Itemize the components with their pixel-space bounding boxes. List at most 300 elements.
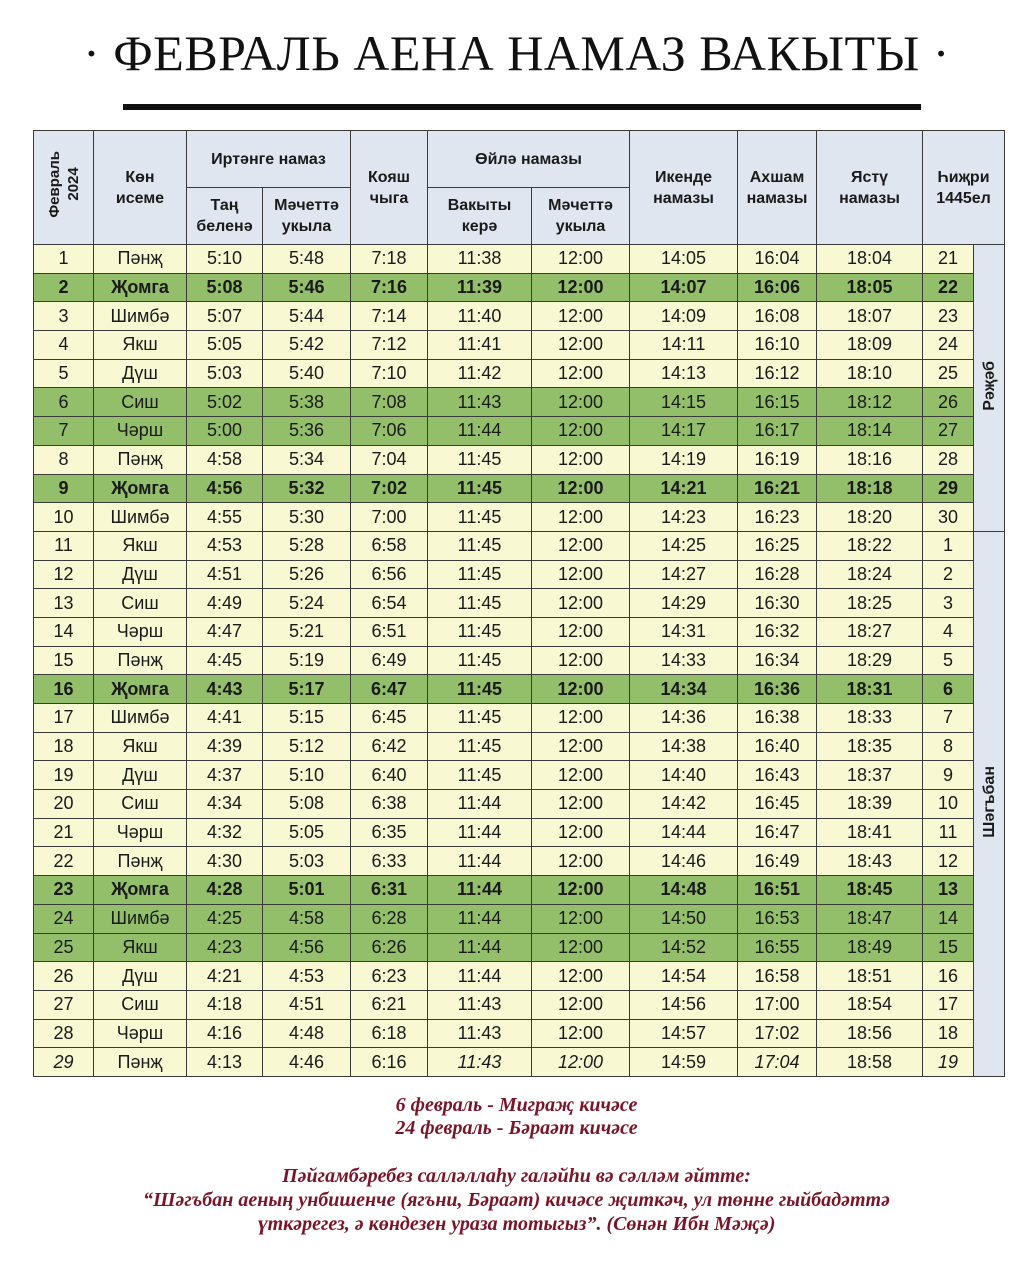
cell-mag: 16:28 xyxy=(738,560,817,589)
cell-name: Шимбә xyxy=(94,904,187,933)
cell-h: 10 xyxy=(923,790,974,819)
cell-mag: 16:04 xyxy=(738,245,817,274)
cell-nm: 12:00 xyxy=(532,646,630,675)
cell-isha: 18:43 xyxy=(817,847,923,876)
cell-noon: 11:45 xyxy=(428,589,532,618)
cell-name: Дүш xyxy=(94,761,187,790)
cell-nm: 12:00 xyxy=(532,331,630,360)
cell-h: 21 xyxy=(923,245,974,274)
notes-block xyxy=(0,1094,1033,1140)
table-row xyxy=(34,617,1005,646)
cell-nm: 12:00 xyxy=(532,732,630,761)
cell-asr: 14:07 xyxy=(630,273,738,302)
cell-asr: 14:42 xyxy=(630,790,738,819)
cell-asr: 14:46 xyxy=(630,847,738,876)
cell-noon: 11:44 xyxy=(428,790,532,819)
cell-asr: 14:50 xyxy=(630,904,738,933)
table-row xyxy=(34,761,1005,790)
cell-sun: 6:21 xyxy=(351,990,428,1019)
cell-mag: 16:25 xyxy=(738,531,817,560)
cell-isha: 18:09 xyxy=(817,331,923,360)
cell-isha: 18:25 xyxy=(817,589,923,618)
cell-nm: 12:00 xyxy=(532,531,630,560)
cell-mm: 5:21 xyxy=(263,617,351,646)
cell-sun: 7:02 xyxy=(351,474,428,503)
table-row xyxy=(34,331,1005,360)
cell-mag: 16:47 xyxy=(738,818,817,847)
header-morning-mosque: Мәчеттә укыла xyxy=(263,188,351,245)
table-row xyxy=(34,732,1005,761)
cell-dawn: 5:00 xyxy=(187,417,263,446)
cell-h: 3 xyxy=(923,589,974,618)
table-row xyxy=(34,818,1005,847)
cell-name: Сиш xyxy=(94,589,187,618)
cell-name: Чәрш xyxy=(94,818,187,847)
cell-mag: 16:30 xyxy=(738,589,817,618)
cell-dawn: 5:05 xyxy=(187,331,263,360)
cell-nm: 12:00 xyxy=(532,990,630,1019)
cell-noon: 11:44 xyxy=(428,818,532,847)
cell-mm: 5:32 xyxy=(263,474,351,503)
cell-asr: 14:19 xyxy=(630,445,738,474)
cell-asr: 14:48 xyxy=(630,876,738,905)
table-row xyxy=(34,847,1005,876)
cell-sun: 6:33 xyxy=(351,847,428,876)
cell-noon: 11:43 xyxy=(428,1048,532,1077)
header-noon-mosque: Мәчеттә укыла xyxy=(532,188,630,245)
cell-mag: 16:17 xyxy=(738,417,817,446)
cell-sun: 7:00 xyxy=(351,503,428,532)
cell-name: Сиш xyxy=(94,388,187,417)
header-isha: Ястү намазы xyxy=(817,131,923,245)
cell-d: 1 xyxy=(34,245,94,274)
cell-d: 26 xyxy=(34,962,94,991)
cell-isha: 18:45 xyxy=(817,876,923,905)
cell-d: 17 xyxy=(34,704,94,733)
cell-asr: 14:33 xyxy=(630,646,738,675)
header-sunrise: Кояш чыга xyxy=(351,131,428,245)
table-row xyxy=(34,589,1005,618)
cell-isha: 18:05 xyxy=(817,273,923,302)
cell-mm: 4:56 xyxy=(263,933,351,962)
cell-dawn: 4:30 xyxy=(187,847,263,876)
table-row xyxy=(34,646,1005,675)
cell-sun: 6:16 xyxy=(351,1048,428,1077)
cell-asr: 14:29 xyxy=(630,589,738,618)
cell-dawn: 5:07 xyxy=(187,302,263,331)
cell-mm: 5:36 xyxy=(263,417,351,446)
cell-dawn: 4:21 xyxy=(187,962,263,991)
cell-h: 2 xyxy=(923,560,974,589)
cell-mag: 16:43 xyxy=(738,761,817,790)
cell-h: 17 xyxy=(923,990,974,1019)
cell-isha: 18:31 xyxy=(817,675,923,704)
table-row xyxy=(34,790,1005,819)
cell-dawn: 4:56 xyxy=(187,474,263,503)
cell-noon: 11:45 xyxy=(428,531,532,560)
table-row xyxy=(34,417,1005,446)
cell-name: Дүш xyxy=(94,560,187,589)
cell-d: 6 xyxy=(34,388,94,417)
table-row xyxy=(34,474,1005,503)
cell-nm: 12:00 xyxy=(532,273,630,302)
cell-name: Дүш xyxy=(94,962,187,991)
cell-mm: 5:12 xyxy=(263,732,351,761)
cell-h: 7 xyxy=(923,704,974,733)
cell-asr: 14:17 xyxy=(630,417,738,446)
cell-asr: 14:27 xyxy=(630,560,738,589)
cell-d: 21 xyxy=(34,818,94,847)
cell-nm: 12:00 xyxy=(532,245,630,274)
cell-d: 10 xyxy=(34,503,94,532)
cell-mm: 5:38 xyxy=(263,388,351,417)
cell-isha: 18:41 xyxy=(817,818,923,847)
cell-mm: 5:40 xyxy=(263,359,351,388)
cell-isha: 18:58 xyxy=(817,1048,923,1077)
cell-nm: 12:00 xyxy=(532,474,630,503)
cell-nm: 12:00 xyxy=(532,560,630,589)
cell-nm: 12:00 xyxy=(532,675,630,704)
cell-asr: 14:11 xyxy=(630,331,738,360)
cell-mag: 16:23 xyxy=(738,503,817,532)
prayer-times-body xyxy=(34,245,1005,1077)
cell-asr: 14:59 xyxy=(630,1048,738,1077)
cell-noon: 11:43 xyxy=(428,990,532,1019)
cell-name: Якш xyxy=(94,732,187,761)
cell-nm: 12:00 xyxy=(532,1048,630,1077)
page-title: · ФЕВРАЛЬ АЕНА НАМАЗ ВАКЫТЫ · xyxy=(83,25,950,81)
cell-mm: 5:05 xyxy=(263,818,351,847)
cell-name: Сиш xyxy=(94,990,187,1019)
cell-dawn: 5:10 xyxy=(187,245,263,274)
cell-mm: 5:26 xyxy=(263,560,351,589)
cell-mm: 5:24 xyxy=(263,589,351,618)
cell-sun: 6:58 xyxy=(351,531,428,560)
cell-dawn: 4:55 xyxy=(187,503,263,532)
cell-d: 5 xyxy=(34,359,94,388)
cell-noon: 11:44 xyxy=(428,847,532,876)
table-row xyxy=(34,245,1005,274)
cell-d: 28 xyxy=(34,1019,94,1048)
cell-dawn: 4:34 xyxy=(187,790,263,819)
cell-isha: 18:47 xyxy=(817,904,923,933)
cell-asr: 14:44 xyxy=(630,818,738,847)
cell-mm: 4:51 xyxy=(263,990,351,1019)
cell-asr: 14:15 xyxy=(630,388,738,417)
header-noon-group: Өйлә намазы xyxy=(428,131,630,188)
cell-isha: 18:37 xyxy=(817,761,923,790)
cell-nm: 12:00 xyxy=(532,589,630,618)
cell-d: 2 xyxy=(34,273,94,302)
cell-dawn: 4:47 xyxy=(187,617,263,646)
cell-h: 5 xyxy=(923,646,974,675)
cell-noon: 11:43 xyxy=(428,1019,532,1048)
cell-isha: 18:35 xyxy=(817,732,923,761)
cell-h: 22 xyxy=(923,273,974,302)
cell-nm: 12:00 xyxy=(532,302,630,331)
cell-h: 19 xyxy=(923,1048,974,1077)
cell-nm: 12:00 xyxy=(532,818,630,847)
cell-mag: 16:19 xyxy=(738,445,817,474)
cell-h: 28 xyxy=(923,445,974,474)
cell-h: 16 xyxy=(923,962,974,991)
cell-sun: 6:56 xyxy=(351,560,428,589)
cell-dawn: 4:37 xyxy=(187,761,263,790)
cell-sun: 6:40 xyxy=(351,761,428,790)
cell-noon: 11:45 xyxy=(428,617,532,646)
table-row xyxy=(34,445,1005,474)
cell-dawn: 5:03 xyxy=(187,359,263,388)
cell-d: 29 xyxy=(34,1048,94,1077)
cell-mm: 5:46 xyxy=(263,273,351,302)
cell-mm: 4:48 xyxy=(263,1019,351,1048)
header-dawn: Таң беленә xyxy=(187,188,263,245)
cell-isha: 18:24 xyxy=(817,560,923,589)
cell-d: 16 xyxy=(34,675,94,704)
cell-noon: 11:44 xyxy=(428,962,532,991)
cell-d: 22 xyxy=(34,847,94,876)
cell-h: 12 xyxy=(923,847,974,876)
cell-mm: 4:58 xyxy=(263,904,351,933)
table-row xyxy=(34,560,1005,589)
cell-name: Пәнҗ xyxy=(94,847,187,876)
cell-dawn: 4:28 xyxy=(187,876,263,905)
cell-mag: 17:04 xyxy=(738,1048,817,1077)
table-row xyxy=(34,503,1005,532)
cell-mag: 16:40 xyxy=(738,732,817,761)
cell-name: Сиш xyxy=(94,790,187,819)
table-row xyxy=(34,359,1005,388)
cell-sun: 6:26 xyxy=(351,933,428,962)
cell-d: 4 xyxy=(34,331,94,360)
cell-noon: 11:45 xyxy=(428,445,532,474)
header-asr: Икенде намазы xyxy=(630,131,738,245)
cell-asr: 14:21 xyxy=(630,474,738,503)
cell-noon: 11:38 xyxy=(428,245,532,274)
cell-isha: 18:20 xyxy=(817,503,923,532)
cell-noon: 11:45 xyxy=(428,704,532,733)
cell-mag: 16:58 xyxy=(738,962,817,991)
cell-mag: 16:34 xyxy=(738,646,817,675)
cell-sun: 6:49 xyxy=(351,646,428,675)
cell-isha: 18:39 xyxy=(817,790,923,819)
prayer-times-table xyxy=(33,130,1005,1077)
cell-sun: 7:08 xyxy=(351,388,428,417)
cell-dawn: 4:51 xyxy=(187,560,263,589)
cell-d: 25 xyxy=(34,933,94,962)
cell-mag: 16:45 xyxy=(738,790,817,819)
cell-mm: 5:08 xyxy=(263,790,351,819)
hadith-quote xyxy=(0,1164,1033,1236)
cell-noon: 11:44 xyxy=(428,417,532,446)
cell-sun: 7:12 xyxy=(351,331,428,360)
cell-noon: 11:45 xyxy=(428,503,532,532)
cell-asr: 14:13 xyxy=(630,359,738,388)
cell-h: 8 xyxy=(923,732,974,761)
cell-name: Чәрш xyxy=(94,617,187,646)
cell-asr: 14:31 xyxy=(630,617,738,646)
cell-asr: 14:36 xyxy=(630,704,738,733)
cell-noon: 11:41 xyxy=(428,331,532,360)
cell-mag: 16:32 xyxy=(738,617,817,646)
cell-dawn: 5:08 xyxy=(187,273,263,302)
header-maghrib: Ахшам намазы xyxy=(738,131,817,245)
cell-sun: 6:51 xyxy=(351,617,428,646)
cell-noon: 11:45 xyxy=(428,675,532,704)
cell-isha: 18:33 xyxy=(817,704,923,733)
cell-dawn: 4:25 xyxy=(187,904,263,933)
cell-asr: 14:57 xyxy=(630,1019,738,1048)
cell-asr: 14:34 xyxy=(630,675,738,704)
cell-isha: 18:49 xyxy=(817,933,923,962)
cell-mag: 17:02 xyxy=(738,1019,817,1048)
cell-noon: 11:44 xyxy=(428,933,532,962)
table-row xyxy=(34,876,1005,905)
cell-noon: 11:45 xyxy=(428,560,532,589)
quote-line: Пәйгамбәребез салләллаһу галәйһи вә сәлләм әйтте: xyxy=(282,1165,751,1187)
table-row xyxy=(34,388,1005,417)
header-date: Февраль 2024 xyxy=(34,131,94,245)
cell-mm: 5:30 xyxy=(263,503,351,532)
cell-dawn: 4:23 xyxy=(187,933,263,962)
cell-h: 15 xyxy=(923,933,974,962)
cell-noon: 11:39 xyxy=(428,273,532,302)
table-row xyxy=(34,302,1005,331)
table-row xyxy=(34,704,1005,733)
cell-asr: 14:23 xyxy=(630,503,738,532)
cell-noon: 11:40 xyxy=(428,302,532,331)
cell-isha: 18:07 xyxy=(817,302,923,331)
cell-name: Чәрш xyxy=(94,1019,187,1048)
cell-name: Якш xyxy=(94,331,187,360)
cell-isha: 18:14 xyxy=(817,417,923,446)
cell-mm: 5:34 xyxy=(263,445,351,474)
cell-nm: 12:00 xyxy=(532,1019,630,1048)
table-row xyxy=(34,1048,1005,1077)
cell-h: 11 xyxy=(923,818,974,847)
cell-nm: 12:00 xyxy=(532,904,630,933)
quote-line: үткәрегез, ә көндезен ураза тотыгыз”. (Сөнән Ибн Мәҗә) xyxy=(257,1213,776,1235)
cell-h: 25 xyxy=(923,359,974,388)
cell-isha: 18:51 xyxy=(817,962,923,991)
cell-nm: 12:00 xyxy=(532,388,630,417)
table-row xyxy=(34,933,1005,962)
cell-nm: 12:00 xyxy=(532,790,630,819)
cell-dawn: 4:53 xyxy=(187,531,263,560)
cell-dawn: 4:45 xyxy=(187,646,263,675)
header-noon-time: Вакыты керә xyxy=(428,188,532,245)
cell-mm: 5:19 xyxy=(263,646,351,675)
cell-d: 11 xyxy=(34,531,94,560)
cell-mm: 5:28 xyxy=(263,531,351,560)
cell-nm: 12:00 xyxy=(532,847,630,876)
cell-mag: 16:06 xyxy=(738,273,817,302)
cell-sun: 6:28 xyxy=(351,904,428,933)
cell-name: Якш xyxy=(94,531,187,560)
cell-asr: 14:25 xyxy=(630,531,738,560)
cell-sun: 6:54 xyxy=(351,589,428,618)
cell-name: Шимбә xyxy=(94,503,187,532)
cell-dawn: 4:32 xyxy=(187,818,263,847)
quote-line: “Шәгъбан аеның унбишенче (ягъни, Бәраәт) кичәсе җиткәч, ул төнне гыйбадәттә xyxy=(142,1189,890,1211)
cell-h: 6 xyxy=(923,675,974,704)
cell-sun: 7:10 xyxy=(351,359,428,388)
cell-nm: 12:00 xyxy=(532,417,630,446)
cell-d: 27 xyxy=(34,990,94,1019)
cell-sun: 6:23 xyxy=(351,962,428,991)
cell-mm: 5:03 xyxy=(263,847,351,876)
cell-d: 13 xyxy=(34,589,94,618)
cell-mag: 16:38 xyxy=(738,704,817,733)
cell-name: Чәрш xyxy=(94,417,187,446)
hijri-month-label: Рәҗәб xyxy=(974,245,1005,532)
cell-mm: 5:10 xyxy=(263,761,351,790)
cell-name: Пәнҗ xyxy=(94,1048,187,1077)
cell-isha: 18:18 xyxy=(817,474,923,503)
note-line: 24 февраль - Бәраәт кичәсе xyxy=(395,1117,638,1139)
cell-h: 29 xyxy=(923,474,974,503)
table-row xyxy=(34,273,1005,302)
cell-d: 3 xyxy=(34,302,94,331)
cell-asr: 14:52 xyxy=(630,933,738,962)
cell-noon: 11:44 xyxy=(428,876,532,905)
cell-sun: 7:16 xyxy=(351,273,428,302)
table-row xyxy=(34,962,1005,991)
cell-dawn: 4:58 xyxy=(187,445,263,474)
cell-isha: 18:10 xyxy=(817,359,923,388)
cell-dawn: 4:49 xyxy=(187,589,263,618)
note-line: 6 февраль - Миграҗ кичәсе xyxy=(395,1094,638,1116)
cell-noon: 11:45 xyxy=(428,732,532,761)
cell-name: Дүш xyxy=(94,359,187,388)
cell-isha: 18:22 xyxy=(817,531,923,560)
cell-nm: 12:00 xyxy=(532,962,630,991)
cell-d: 20 xyxy=(34,790,94,819)
cell-h: 26 xyxy=(923,388,974,417)
cell-mag: 16:10 xyxy=(738,331,817,360)
cell-mag: 16:51 xyxy=(738,876,817,905)
cell-name: Шимбә xyxy=(94,704,187,733)
cell-h: 4 xyxy=(923,617,974,646)
cell-noon: 11:45 xyxy=(428,761,532,790)
cell-dawn: 4:18 xyxy=(187,990,263,1019)
cell-name: Пәнҗ xyxy=(94,245,187,274)
cell-h: 1 xyxy=(923,531,974,560)
cell-name: Җомга xyxy=(94,675,187,704)
cell-d: 19 xyxy=(34,761,94,790)
cell-isha: 18:54 xyxy=(817,990,923,1019)
cell-nm: 12:00 xyxy=(532,761,630,790)
cell-d: 8 xyxy=(34,445,94,474)
cell-dawn: 4:39 xyxy=(187,732,263,761)
cell-sun: 6:47 xyxy=(351,675,428,704)
cell-h: 14 xyxy=(923,904,974,933)
cell-d: 18 xyxy=(34,732,94,761)
cell-sun: 6:35 xyxy=(351,818,428,847)
cell-isha: 18:04 xyxy=(817,245,923,274)
cell-dawn: 4:13 xyxy=(187,1048,263,1077)
cell-name: Җомга xyxy=(94,474,187,503)
cell-mag: 16:15 xyxy=(738,388,817,417)
cell-mm: 4:53 xyxy=(263,962,351,991)
header-day-name: Көн исеме xyxy=(94,131,187,245)
cell-name: Җомга xyxy=(94,876,187,905)
cell-nm: 12:00 xyxy=(532,617,630,646)
cell-noon: 11:43 xyxy=(428,388,532,417)
cell-h: 24 xyxy=(923,331,974,360)
cell-asr: 14:40 xyxy=(630,761,738,790)
cell-nm: 12:00 xyxy=(532,359,630,388)
